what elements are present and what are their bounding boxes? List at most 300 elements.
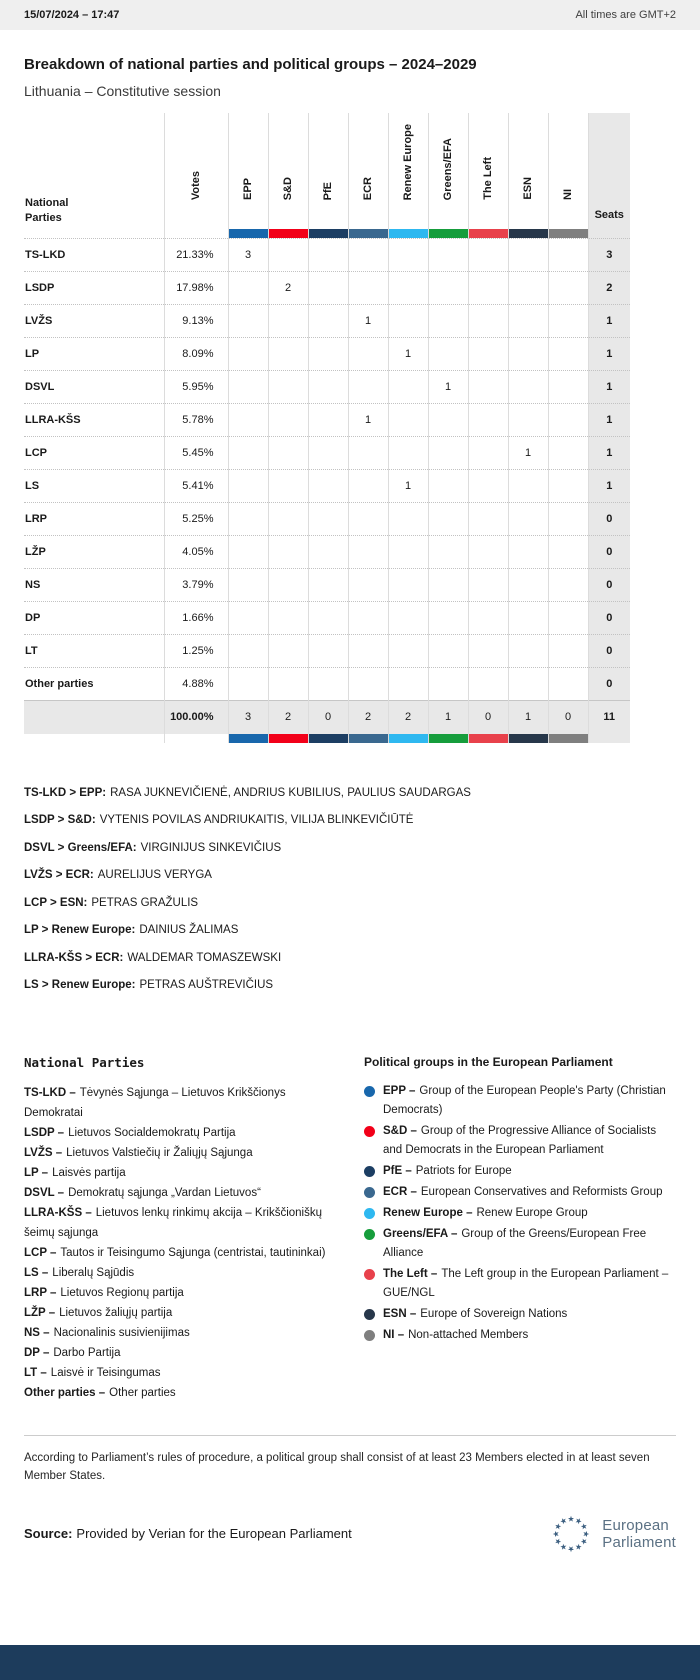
seat-cell: 1 [508,437,548,470]
party-row [24,503,630,536]
elected-label: LSDP > S&D: [24,814,96,826]
seat-cell [508,239,548,272]
seat-cell [508,668,548,701]
group-color-dot [364,1309,375,1320]
seat-cell [388,635,428,668]
seat-cell [428,239,468,272]
seat-cell [548,305,588,338]
party-abbr: LRP – [24,1286,57,1299]
group-fullname: Group of the European People's Party (Christian Democrats) [383,1084,666,1116]
legend-section [24,1055,676,1403]
ep-logo-star-icon [568,1546,574,1552]
seat-cell [508,338,548,371]
strip-spacer-party [24,229,164,239]
seat-cell [228,602,268,635]
group-header-label: PfE [321,181,334,200]
group-legend [364,1055,676,1403]
group-color-dot [364,1269,375,1280]
elected-label: LVŽS > ECR: [24,869,94,881]
elected-line [24,979,676,991]
strip-cell-renew [388,229,428,239]
elected-label: TS-LKD > EPP: [24,786,107,799]
party-seats: 1 [588,404,630,437]
table-head [24,113,630,239]
party-fullname: Liberalų Sąjūdis [52,1266,135,1279]
party-abbr: TS-LKD – [24,1086,76,1099]
strip-cell-pfe [308,734,348,743]
elected-names: DAINIUS ŽALIMAS [139,924,239,936]
datetime: 15/07/2024 – 17:47 [24,9,120,21]
seat-cell [508,371,548,404]
group-color-strip [269,229,308,238]
party-votes: 5.25% [164,503,228,536]
group-header-label: Renew Europe [401,123,414,200]
group-legend-item [364,1305,676,1324]
ep-logo-star-icon [584,1530,590,1536]
group-abbr: S&D – [383,1124,417,1137]
party-fullname: Laisvės partija [52,1166,126,1179]
party-name: DP [24,602,164,635]
total-seat-cell: 0 [468,701,508,734]
party-seats: 0 [588,668,630,701]
seat-cell [228,668,268,701]
party-name: LLRA-KŠS [24,404,164,437]
group-color-dot [364,1330,375,1341]
party-seats: 0 [588,569,630,602]
ep-logo-star-icon [554,1537,562,1545]
party-fullname: Lietuvos Valstiečių ir Žaliųjų Sąjunga [66,1146,253,1159]
group-color-strip [349,229,388,238]
seat-cell [388,437,428,470]
group-fullname: Europe of Sovereign Nations [420,1307,568,1320]
seat-cell: 1 [388,338,428,371]
ep-logo-star-icon [554,1522,562,1530]
party-fullname: Lietuvos žaliųjų partija [59,1306,173,1319]
elected-names: VYTENIS POVILAS ANDRIUKAITIS, VILIJA BLINKEVIČIŪTĖ [99,814,414,826]
group-abbr: EPP – [383,1084,416,1097]
group-color-strip [549,229,588,238]
party-row [24,305,630,338]
party-seats: 1 [588,305,630,338]
group-legend-text [383,1122,676,1160]
group-legend-item [364,1183,676,1202]
results-table-wrap [24,113,676,743]
seat-cell [428,602,468,635]
seat-cell [268,602,308,635]
seat-cell [468,668,508,701]
elected-names: VIRGINIJUS SINKEVIČIUS [140,841,282,854]
strip-cell-esn [508,734,548,743]
col-header-the-left [468,113,508,229]
group-legend-text [383,1082,676,1120]
group-legend-item [364,1162,676,1181]
party-name: LCP [24,437,164,470]
group-legend-item [364,1225,676,1263]
group-fullname: Group of the Progressive Alliance of Socialists and Democrats in the European Parliament [383,1124,657,1156]
seat-cell [548,668,588,701]
seat-cell [268,635,308,668]
group-color-strip [429,734,468,743]
group-legend-text [383,1326,676,1345]
group-color-dot [364,1166,375,1177]
party-name: LVŽS [24,305,164,338]
seat-cell [388,371,428,404]
group-legend-text [383,1305,676,1324]
seat-cell [268,338,308,371]
elected-list [24,787,676,1007]
party-votes: 21.33% [164,239,228,272]
group-color-strip [269,734,308,743]
total-row [24,701,630,734]
col-header-sd [268,113,308,229]
party-seats: 3 [588,239,630,272]
col-header-national-parties [24,113,164,229]
party-votes: 5.41% [164,470,228,503]
group-color-dot [364,1208,375,1219]
party-votes: 1.25% [164,635,228,668]
seat-cell [268,569,308,602]
ep-logo-line1: European [602,1516,669,1534]
party-abbr: Other parties – [24,1386,106,1399]
strip-cell-sd [268,734,308,743]
group-legend-item [364,1326,676,1345]
party-legend-item [24,1243,346,1263]
page-subtitle: Lithuania – Constitutive session [24,83,221,99]
party-votes: 17.98% [164,272,228,305]
group-fullname: Group of the Greens/European Free Alliance [383,1227,647,1259]
seat-cell [348,338,388,371]
elected-line [24,952,676,964]
party-legend-item [24,1143,346,1163]
seat-cell [428,404,468,437]
group-color-dot [364,1187,375,1198]
party-row [24,338,630,371]
party-seats: 0 [588,635,630,668]
party-abbr: LSDP – [24,1126,65,1139]
group-fullname: Renew Europe Group [476,1206,588,1219]
elected-line [24,842,676,854]
party-votes: 4.05% [164,536,228,569]
group-abbr: Renew Europe – [383,1206,473,1219]
col-header-votes [164,113,228,229]
seat-cell [268,536,308,569]
seat-cell [228,470,268,503]
party-row [24,470,630,503]
party-fullname: Lietuvos Socialdemokratų Partija [68,1126,236,1139]
strip-spacer-votes [164,229,228,239]
party-seats: 0 [588,602,630,635]
party-name: NS [24,569,164,602]
group-color-strip [229,734,268,743]
party-abbr: LŽP – [24,1306,56,1319]
group-header-label: NI [561,189,574,200]
seat-cell [428,338,468,371]
seat-cell [428,536,468,569]
page-title: Breakdown of national parties and political groups – 2024–2029 [24,56,477,73]
party-seats: 1 [588,371,630,404]
party-name: LŽP [24,536,164,569]
seat-cell [308,536,348,569]
seat-cell [468,305,508,338]
party-name: TS-LKD [24,239,164,272]
group-fullname: Patriots for Europe [415,1164,512,1177]
group-abbr: NI – [383,1328,405,1341]
group-abbr: ESN – [383,1307,417,1320]
party-seats: 1 [588,437,630,470]
party-abbr: NS – [24,1326,50,1339]
strip-spacer-seats [588,229,630,239]
seats-header-label: Seats [594,209,624,221]
group-legend-list [364,1082,676,1345]
party-votes: 4.88% [164,668,228,701]
party-name: LSDP [24,272,164,305]
seat-cell [548,536,588,569]
seat-cell [468,569,508,602]
seat-cell [348,635,388,668]
party-votes: 1.66% [164,602,228,635]
elected-label: DSVL > Greens/EFA: [24,841,137,854]
seat-cell [508,635,548,668]
party-legend-title: National Parties [24,1054,145,1070]
seat-cell [228,404,268,437]
seat-cell [268,503,308,536]
party-legend-item [24,1303,346,1323]
seat-cell [468,239,508,272]
group-header-label: EPP [241,177,254,200]
header-row [24,113,630,229]
total-seat-cell: 0 [308,701,348,734]
party-row [24,602,630,635]
party-votes: 8.09% [164,338,228,371]
seat-cell [468,338,508,371]
party-fullname: Other parties [109,1386,176,1399]
seat-cell: 1 [428,371,468,404]
seat-cell [468,602,508,635]
seat-cell [428,569,468,602]
party-seats: 0 [588,503,630,536]
strip-cell-ni [548,734,588,743]
strip-cell-ecr [348,229,388,239]
strip-cell-pfe [308,229,348,239]
total-seat-cell: 1 [428,701,468,734]
group-color-strip [509,229,548,238]
elected-names: RASA JUKNEVIČIENĖ, ANDRIUS KUBILIUS, PAULIUS SAUDARGAS [110,786,471,799]
total-label-cell [24,701,164,734]
seat-cell [548,470,588,503]
seat-cell [348,272,388,305]
group-fullname: The Left group in the European Parliament – GUE/NGL [383,1267,669,1299]
seat-cell [268,668,308,701]
group-color-dot [364,1126,375,1137]
seat-cell [508,305,548,338]
party-fullname: Laisvė ir Teisingumas [50,1366,161,1379]
strip-cell-renew [388,734,428,743]
party-votes: 3.79% [164,569,228,602]
seat-cell [228,272,268,305]
total-seats: 11 [588,701,630,734]
national-parties-label: National Parties [25,197,69,224]
total-seat-cell: 0 [548,701,588,734]
party-legend-list [24,1083,346,1403]
seat-cell [428,437,468,470]
seat-cell [388,569,428,602]
seat-cell [268,470,308,503]
results-table [24,113,630,743]
party-legend-item [24,1163,346,1183]
seat-cell [388,239,428,272]
group-abbr: Greens/EFA – [383,1227,458,1240]
seat-cell [428,272,468,305]
ep-logo-line2: Parliament [602,1533,676,1551]
seat-cell [428,635,468,668]
seat-cell [268,437,308,470]
seat-cell [508,503,548,536]
group-header-label: The Left [481,157,494,200]
seat-cell [508,470,548,503]
seat-cell [308,338,348,371]
seat-cell [348,239,388,272]
seat-cell [388,536,428,569]
seat-cell [308,503,348,536]
party-votes: 5.78% [164,404,228,437]
group-legend-item [364,1122,676,1160]
party-abbr: LP – [24,1166,49,1179]
group-header-label: ECR [361,176,374,200]
party-legend-item [24,1263,346,1283]
group-abbr: PfE – [383,1164,412,1177]
seat-cell [468,635,508,668]
party-row [24,635,630,668]
elected-label: LP > Renew Europe: [24,924,136,936]
seat-cell [548,602,588,635]
seat-cell [348,569,388,602]
col-header-ecr [348,113,388,229]
ep-logo-wordmark [602,1517,676,1551]
group-header-label: Greens/EFA [441,137,454,200]
seat-cell [348,503,388,536]
strip-cell-epp [228,734,268,743]
seat-cell [508,569,548,602]
party-legend-item [24,1343,346,1363]
party-fullname: Tėvynės Sąjunga – Lietuvos Krikščionys Demokratai [24,1086,286,1119]
group-color-strip [229,229,268,238]
col-header-epp [228,113,268,229]
ep-logo-stars-group [553,1515,589,1551]
seat-cell [268,404,308,437]
group-color-strip [309,229,348,238]
party-row [24,239,630,272]
seat-cell [228,437,268,470]
group-legend-text [383,1265,676,1303]
party-name: LP [24,338,164,371]
source-line [24,1526,352,1541]
seat-cell [308,305,348,338]
seat-cell [468,503,508,536]
seat-cell [428,503,468,536]
party-legend-item [24,1383,346,1403]
party-abbr: DP – [24,1346,50,1359]
party-seats: 1 [588,470,630,503]
seat-cell [508,404,548,437]
party-row [24,437,630,470]
seat-cell [228,569,268,602]
group-header-label: ESN [521,177,534,200]
seat-cell [468,371,508,404]
votes-header-label: Votes [189,170,202,200]
elected-names: PETRAS AUŠTREVIČIUS [139,979,274,991]
seat-cell [468,404,508,437]
party-votes: 9.13% [164,305,228,338]
bottom-bar [0,1645,700,1680]
seat-cell [548,437,588,470]
col-header-renew [388,113,428,229]
seat-cell [388,272,428,305]
party-name: DSVL [24,371,164,404]
seat-cell [308,371,348,404]
seat-cell [428,470,468,503]
strip-cell-the-left [468,229,508,239]
party-legend [24,1055,346,1403]
group-legend-item [364,1082,676,1120]
party-legend-item [24,1203,346,1243]
ep-logo-star-icon [575,1543,583,1551]
elected-label: LCP > ESN: [24,896,88,909]
strip-cell-sd [268,229,308,239]
party-fullname: Darbo Partija [53,1346,121,1359]
elected-line [24,814,676,826]
seat-cell [348,470,388,503]
party-row [24,404,630,437]
seat-cell: 1 [388,470,428,503]
group-color-strip [429,229,468,238]
party-legend-item [24,1363,346,1383]
strip-cell-greens-efa [428,229,468,239]
total-votes: 100.00% [164,701,228,734]
party-seats: 2 [588,272,630,305]
total-seat-cell: 3 [228,701,268,734]
group-legend-text [383,1183,676,1202]
seat-cell [308,635,348,668]
elected-line [24,869,676,881]
strip-cell-epp [228,229,268,239]
seat-cell [348,602,388,635]
group-header-label: S&D [281,176,294,200]
group-legend-title: Political groups in the European Parliament [364,1054,613,1069]
source-text: Provided by Verian for the European Parliament [76,1526,352,1541]
col-header-pfe [308,113,348,229]
strip-cell-greens-efa [428,734,468,743]
seat-cell [468,470,508,503]
group-legend-text [383,1204,676,1223]
ep-logo-star-icon [575,1516,583,1524]
seat-cell [468,272,508,305]
group-legend-item [364,1204,676,1223]
seat-cell [228,536,268,569]
party-row [24,536,630,569]
seat-cell [228,371,268,404]
group-color-strip [549,734,588,743]
group-color-strip [389,734,428,743]
seat-cell [308,404,348,437]
ep-logo-star-icon [560,1543,568,1551]
seat-cell [388,503,428,536]
party-name: LRP [24,503,164,536]
seat-cell [228,635,268,668]
party-legend-item [24,1083,346,1123]
group-abbr: The Left – [383,1267,438,1280]
elected-line [24,924,676,936]
elected-label: LLRA-KŠS > ECR: [24,951,124,964]
